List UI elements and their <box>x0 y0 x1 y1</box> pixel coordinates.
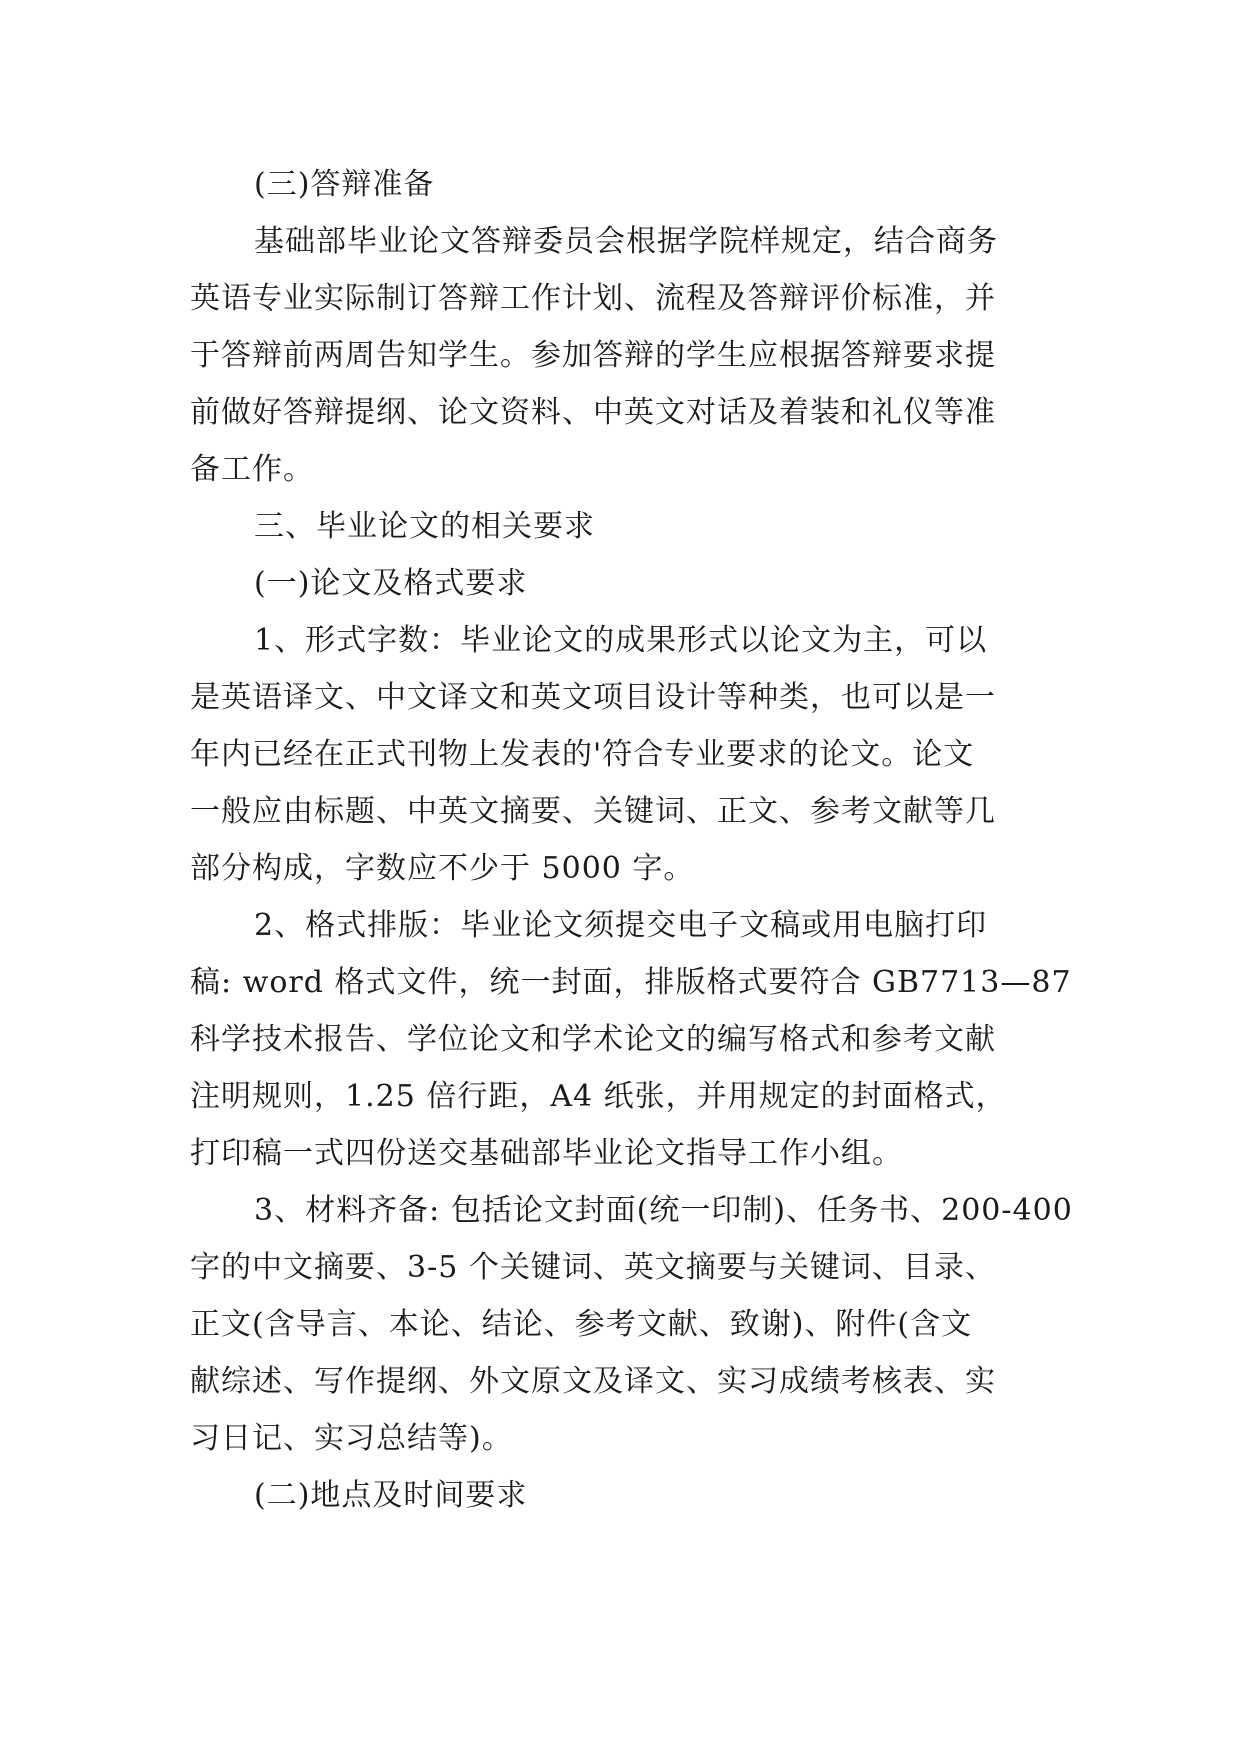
paragraph-line: 打印稿一式四份送交基础部毕业论文指导工作小组。 <box>190 1136 903 1171</box>
paragraph-line: 科学技术报告、学位论文和学术论文的编写格式和参考文献 <box>190 1022 996 1057</box>
paragraph-line: 英语专业实际制订答辩工作计划、流程及答辩评价标准，并 <box>190 281 996 316</box>
paragraph-line: 于答辩前两周告知学生。参加答辩的学生应根据答辩要求提 <box>190 338 996 373</box>
paragraph-line: 字的中文摘要、3-5 个关键词、英文摘要与关键词、目录、 <box>190 1250 996 1285</box>
paragraph-line: 习日记、实习总结等)。 <box>190 1421 513 1456</box>
section-heading-defense-prep: (三)答辩准备 <box>254 167 435 202</box>
paragraph-line: 1、形式字数：毕业论文的成果形式以论文为主，可以 <box>254 623 988 658</box>
paragraph-line: 一般应由标题、中英文摘要、关键词、正文、参考文献等几 <box>190 794 996 829</box>
subsection-heading-format: (一)论文及格式要求 <box>254 566 528 601</box>
paragraph-line: 前做好答辩提纲、论文资料、中英文对话及着装和礼仪等准 <box>190 395 996 430</box>
paragraph-line: 稿: word 格式文件，统一封面，排版格式要符合 GB7713—87 <box>190 965 1072 1000</box>
paragraph-line: 备工作。 <box>190 452 314 487</box>
paragraph-line: 2、格式排版：毕业论文须提交电子文稿或用电脑打印 <box>254 908 988 943</box>
paragraph-line: 部分构成，字数应不少于 5000 字。 <box>190 851 695 886</box>
paragraph-line: 3、材料齐备: 包括论文封面(统一印制)、任务书、200-400 <box>254 1193 1073 1228</box>
section-heading-requirements: 三、毕业论文的相关要求 <box>254 509 595 544</box>
paragraph-line: 注明规则，1.25 倍行距，A4 纸张，并用规定的封面格式， <box>190 1079 1007 1114</box>
paragraph-line: 基础部毕业论文答辩委员会根据学院样规定，结合商务 <box>254 224 998 259</box>
paragraph-line: 年内已经在正式刊物上发表的'符合专业要求的论文。论文 <box>190 737 975 772</box>
paragraph-line: 正文(含导言、本论、结论、参考文献、致谢)、附件(含文 <box>190 1307 973 1342</box>
subsection-heading-location-time: (二)地点及时间要求 <box>254 1478 528 1513</box>
paragraph-line: 是英语译文、中文译文和英文项目设计等种类，也可以是一 <box>190 680 996 715</box>
paragraph-line: 献综述、写作提纲、外文原文及译文、实习成绩考核表、实 <box>190 1364 996 1399</box>
